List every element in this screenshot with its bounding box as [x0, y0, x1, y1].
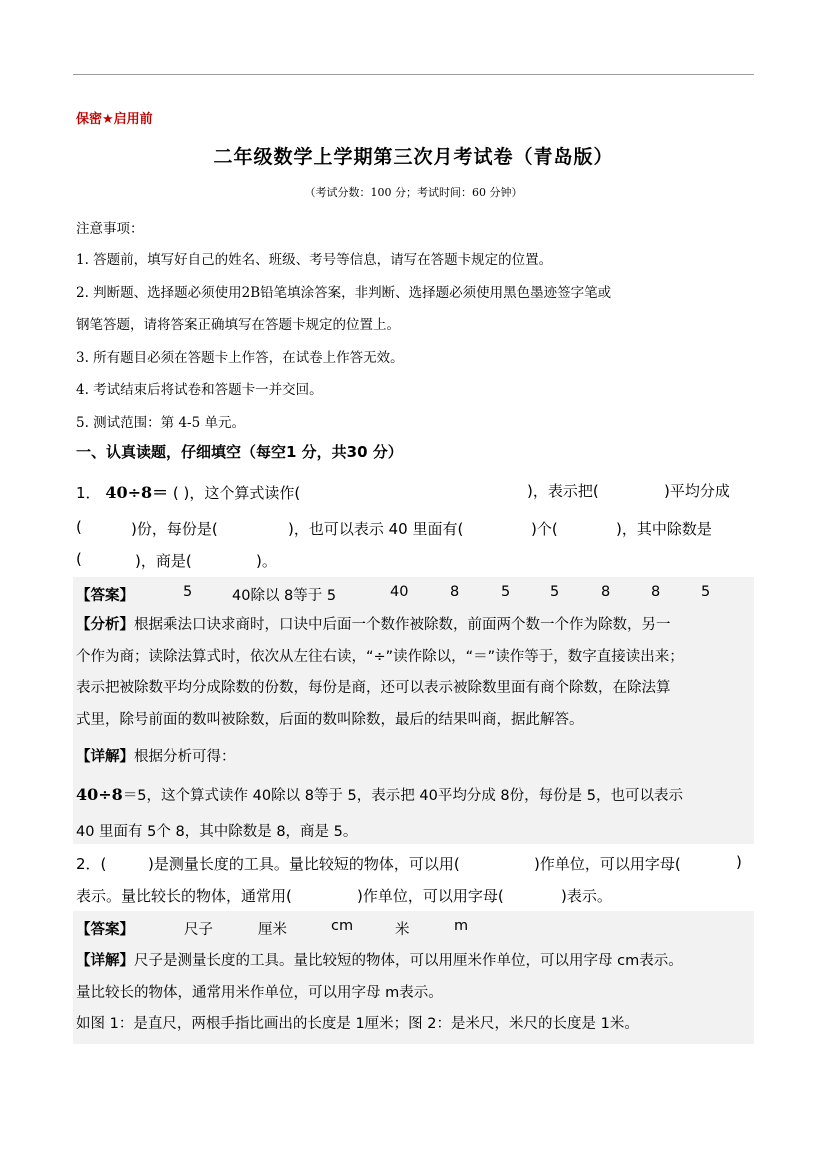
analysis-line: 个作为商；读除法算式时，依次从左往右读，“÷”读作除以，“＝”读作等于，数字直接读出来；	[76, 648, 684, 665]
answer-value: 5	[183, 584, 193, 600]
detail-label: 【详解】	[76, 749, 134, 765]
question-text: )，表示把(	[527, 482, 599, 500]
answer-value: 8	[651, 584, 661, 600]
notice-item: 3. 所有题目必须在答题卡上作答，在试卷上作答无效。	[76, 350, 404, 366]
question-text: )是测量长度的工具。量比较短的物体，可以用(	[148, 855, 460, 873]
exam-title: 二年级数学上学期第三次月考试卷（青岛版）	[213, 146, 614, 168]
detail-line: 量比较长的物体，通常用米作单位，可以用字母 m表示。	[76, 984, 443, 1001]
question-text: )，商是(	[135, 552, 192, 570]
analysis-line: 【分析】根据乘法口诀求商时，口诀中后面一个数作被除数，前面两个数一个作为除数，另一	[76, 617, 671, 633]
question-text: (	[76, 518, 82, 536]
answer-value: 厘米	[258, 922, 287, 938]
notice-item: 4. 考试结束后将试卷和答题卡一并交回。	[76, 382, 323, 398]
answer-value: m	[454, 918, 469, 934]
answer-line	[76, 918, 469, 939]
question-text: )份，每份是(	[131, 520, 218, 538]
question-text: )，其中除数是	[616, 520, 712, 538]
answer-line	[76, 584, 711, 605]
detail-label: 【详解】	[76, 953, 134, 969]
answer-value: 5	[701, 584, 711, 600]
question-text: )表示。	[561, 887, 612, 905]
question-text: )，也可以表示 40 里面有(	[288, 520, 464, 538]
question-text: )	[736, 853, 742, 871]
question-text: 表示。量比较长的物体，通常用(	[76, 887, 292, 905]
detail-block	[76, 945, 756, 1040]
division-expression: 40÷8＝	[105, 483, 169, 502]
question-text: (	[76, 550, 82, 568]
notice-item: 1. 答题前，填写好自己的姓名、班级、考号等信息，请写在答题卡规定的位置。	[76, 252, 553, 268]
notice-item: 钢笔答题，请将答案正确填写在答题卡规定的位置上。	[76, 317, 400, 333]
question-text: )作单位，可以用字母(	[357, 887, 504, 905]
question-text: )平均分成	[664, 482, 730, 500]
notice-item: 2. 判断题、选择题必须使用2B铅笔填涂答案，非判断、选择题必须使用黑色墨迹签字笔或	[76, 285, 612, 301]
answer-value: 8	[601, 584, 611, 600]
section-heading: 一、认真读题，仔细填空（每空1 分，共30 分）	[76, 443, 403, 461]
notice-item: 5. 测试范围：第 4-5 单元。	[76, 415, 245, 431]
question-text: )作单位，可以用字母(	[534, 855, 681, 873]
header-rule	[73, 74, 754, 75]
answer-value: 40除以 8等于 5	[232, 588, 337, 604]
exam-subtitle: （考试分数：100 分；考试时间：60 分钟）	[304, 186, 523, 199]
question-number: 1．	[76, 484, 101, 502]
detail-line: 40 里面有 5个 8，其中除数是 8，商是 5。	[76, 824, 358, 840]
analysis-label: 【分析】	[76, 617, 134, 633]
detail-line: 如图 1：是直尺，两根手指比画出的长度是 1厘米；图 2：是米尺，米尺的长度是 1米。	[76, 1016, 639, 1033]
analysis-block	[76, 610, 756, 736]
answer-value: 5	[550, 584, 560, 600]
answer-label: 【答案】	[76, 922, 134, 938]
answer-value: 米	[395, 922, 410, 938]
analysis-line: 表示把被除数平均分成除数的份数，每份是商，还可以表示被除数里面有商个除数，在除法算	[76, 680, 671, 697]
detail-line: 【详解】根据分析可得：	[76, 749, 236, 765]
division-expression: 40÷8	[76, 785, 123, 804]
question-2-text: 2．(	[76, 855, 107, 873]
question-text: ( )，这个算式读作(	[172, 484, 301, 502]
confidential-mark: 保密★启用前	[76, 112, 153, 127]
question-1-line-1	[76, 480, 300, 503]
answer-value: 尺子	[184, 922, 213, 938]
analysis-line: 式里，除号前面的数叫被除数，后面的数叫除数，最后的结果叫商，据此解答。	[76, 711, 584, 728]
question-text: )。	[256, 552, 277, 570]
answer-value: cm	[331, 918, 354, 934]
detail-line: 【详解】尺子是测量长度的工具。量比较短的物体，可以用厘米作单位，可以用字母 cm表示。	[76, 953, 683, 969]
answer-label: 【答案】	[76, 588, 134, 604]
answer-value: 8	[450, 584, 460, 600]
answer-value: 5	[501, 584, 511, 600]
question-text: )个(	[531, 520, 558, 538]
notice-heading: 注意事项：	[76, 221, 144, 237]
answer-value: 40	[390, 584, 409, 600]
detail-line: 40÷8＝5，这个算式读作 40除以 8等于 5，表示把 40平均分成 8份，每份是 5，也可以表示	[76, 785, 683, 804]
